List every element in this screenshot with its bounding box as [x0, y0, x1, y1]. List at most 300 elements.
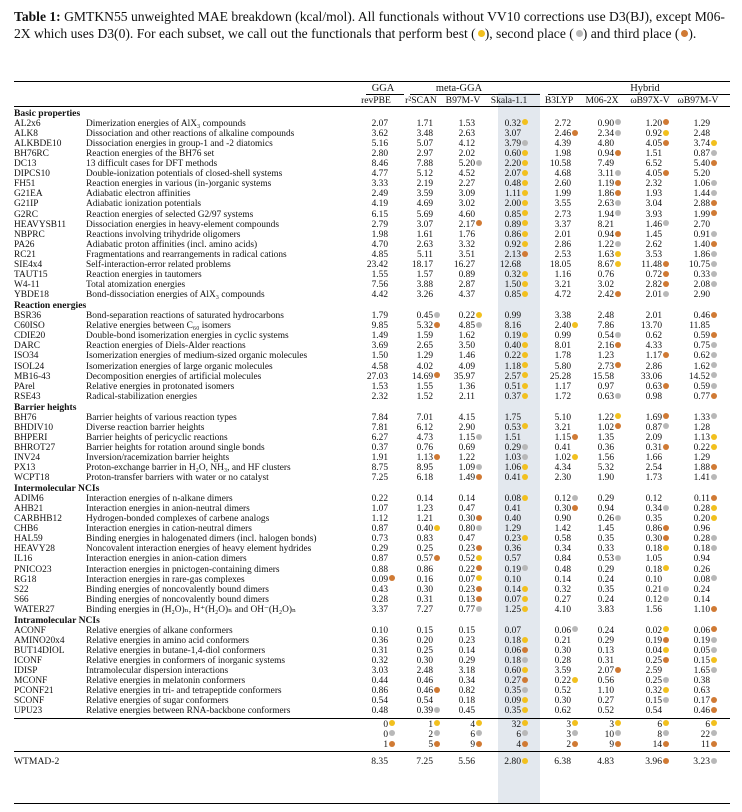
value-cell: [383, 740, 395, 750]
value-text: 0.29: [371, 544, 388, 555]
value-text: 2.08: [693, 280, 710, 291]
value-text: 4.05: [645, 169, 662, 180]
value-cell: [646, 575, 669, 585]
value-cell: [646, 514, 669, 524]
value-cell: [372, 290, 395, 300]
subset-description: Interaction energies in anion-neutral dimers: [86, 503, 250, 514]
subset-description: Interaction energies in anion-cation dimers: [86, 554, 247, 565]
gold-dot-icon: [476, 312, 482, 318]
value-cell: [459, 362, 482, 372]
value-cell: [694, 362, 717, 372]
value-cell: [417, 453, 440, 463]
caption-text: ) and third place (: [582, 26, 680, 41]
gold-dot-icon: [434, 525, 440, 531]
value-text: 0.60: [504, 666, 521, 676]
value-text: 6: [657, 719, 662, 730]
value-text: 0.19: [693, 635, 710, 646]
value-text: 7.25: [371, 473, 388, 484]
value-cell: [505, 565, 528, 575]
table-row: [0, 220, 742, 230]
value-cell: [459, 250, 482, 260]
value-text: 0.08: [693, 574, 710, 585]
value-cell: [417, 585, 440, 595]
value-cell: [417, 290, 440, 300]
gold-dot-icon: [522, 291, 528, 297]
value-cell: [372, 210, 395, 220]
value-text: 6.27: [371, 432, 388, 443]
value-cell: [598, 351, 621, 361]
subset-name: HAL59: [14, 534, 43, 545]
value-text: 3.93: [645, 209, 662, 220]
value-text: 0.14: [504, 584, 521, 595]
value-cell: [646, 686, 669, 696]
value-text: 1.40: [693, 239, 710, 250]
value-cell: [372, 636, 395, 646]
value-text: 1.52: [416, 391, 433, 402]
table-row: [0, 686, 742, 696]
subset-description: Binding energies of noncovalently bound dimers: [86, 584, 269, 595]
value-cell: [555, 686, 578, 696]
subset-name: G2RC: [14, 209, 38, 220]
column-header: Skala-1.1: [490, 95, 528, 106]
table-row: [0, 605, 742, 615]
value-text: 1.76: [458, 229, 475, 240]
value-cell: [505, 626, 528, 636]
value-cell: [417, 230, 440, 240]
value-cell: [598, 494, 621, 504]
value-cell: [417, 362, 440, 372]
value-text: 4.83: [597, 755, 614, 767]
value-text: 2: [428, 729, 433, 740]
subset-description: Binding energies in (H₂O)ₙ, H⁺(H₂O)ₙ and OH⁻(H₂O)ₙ: [86, 604, 297, 615]
value-text: 1.45: [597, 524, 614, 535]
value-text: 5.16: [371, 138, 388, 149]
value-cell: [598, 524, 621, 534]
value-text: 0.37: [504, 391, 521, 402]
value-cell: [470, 730, 482, 740]
value-text: 0.52: [458, 554, 475, 565]
value-text: 5.11: [416, 249, 433, 260]
value-text: 1.98: [371, 229, 388, 240]
value-text: 0.06: [554, 625, 571, 636]
value-cell: [372, 554, 395, 564]
value-text: 0.73: [371, 534, 388, 545]
subset-name: INV24: [14, 452, 41, 463]
value-cell: [646, 494, 669, 504]
value-text: 3.21: [554, 422, 571, 433]
subset-name: BSR36: [14, 311, 42, 321]
value-text: 0.29: [504, 442, 521, 453]
value-cell: [641, 372, 669, 382]
value-cell: [646, 413, 669, 423]
value-cell: [694, 626, 717, 636]
value-cell: [646, 119, 669, 129]
value-cell: [646, 199, 669, 209]
value-text: 0.35: [597, 584, 614, 595]
subset-description: Self-interaction-error related problems: [86, 260, 231, 270]
value-text: 0.72: [645, 270, 662, 281]
silver-dot-icon: [476, 525, 482, 531]
value-cell: [516, 730, 528, 740]
subset-name: PX13: [14, 463, 36, 473]
value-text: 3.83: [597, 604, 614, 615]
value-cell: [417, 423, 440, 433]
silver-dot-icon: [572, 495, 578, 501]
value-cell: [372, 544, 395, 554]
value-cell: [459, 605, 482, 615]
value-text: 1.73: [645, 473, 662, 484]
value-cell: [505, 321, 528, 331]
value-cell: [412, 260, 440, 270]
value-text: 2.20: [504, 159, 521, 169]
subset-name: WATER27: [14, 604, 55, 615]
value-cell: [701, 740, 717, 750]
value-cell: [550, 159, 578, 169]
value-text: 0.87: [645, 422, 662, 433]
value-cell: [459, 341, 482, 351]
value-text: 4.39: [554, 138, 571, 149]
value-text: 1.90: [597, 473, 614, 484]
value-text: 0.14: [693, 594, 710, 605]
gold-dot-icon: [615, 251, 621, 257]
value-cell: [417, 129, 440, 139]
gold-dot-icon: [711, 140, 717, 146]
value-text: 11.48: [641, 260, 662, 270]
table-row: [0, 656, 742, 666]
silver-dot-icon: [711, 372, 717, 378]
subset-description: Reaction energies in tautomers: [86, 270, 202, 281]
value-cell: [646, 473, 669, 483]
value-cell: [417, 139, 440, 149]
value-text: 1.13: [693, 432, 710, 443]
gold-dot-icon: [572, 454, 578, 460]
table-row: [0, 494, 742, 504]
table-row: [0, 554, 742, 564]
value-cell: [555, 423, 578, 433]
value-cell: [555, 595, 578, 605]
subset-description: Bond-dissociation energies of AlX₃ compounds: [86, 290, 265, 301]
value-text: 8: [657, 729, 662, 740]
value-text: 0.33: [597, 544, 614, 555]
bronze-dot-icon: [476, 586, 482, 592]
value-cell: [694, 240, 717, 250]
silver-dot-icon: [615, 119, 621, 125]
value-text: 1.16: [554, 270, 571, 281]
value-text: 32: [511, 719, 521, 730]
value-cell: [646, 504, 669, 514]
table-row: [0, 423, 742, 433]
value-cell: [598, 331, 621, 341]
silver-dot-icon: [711, 383, 717, 389]
subset-name: W4-11: [14, 280, 40, 291]
value-text: 1.61: [416, 229, 433, 240]
value-text: 0.36: [597, 442, 614, 453]
value-cell: [516, 740, 528, 750]
value-text: 2.32: [645, 179, 662, 190]
value-text: 12.68: [499, 260, 521, 270]
value-text: 0.30: [416, 655, 433, 666]
value-text: 0.24: [597, 574, 614, 585]
value-text: 0.60: [504, 148, 521, 159]
value-text: 0.16: [416, 574, 433, 585]
value-text: 0.86: [645, 524, 662, 535]
value-cell: [555, 514, 578, 524]
value-text: 4.37: [458, 290, 475, 301]
value-cell: [417, 199, 440, 209]
gold-dot-icon: [711, 434, 717, 440]
value-cell: [694, 544, 717, 554]
bronze-dot-icon: [434, 555, 440, 561]
value-text: 2.30: [554, 473, 571, 484]
value-cell: [555, 534, 578, 544]
value-cell: [598, 321, 621, 331]
value-cell: [694, 514, 717, 524]
value-text: 0.62: [554, 706, 571, 717]
value-text: 0.29: [597, 635, 614, 646]
value-cell: [372, 240, 395, 250]
value-cell: [505, 382, 528, 392]
value-cell: [555, 129, 578, 139]
value-cell: [417, 504, 440, 514]
value-cell: [694, 706, 717, 716]
gold-dot-icon: [522, 231, 528, 237]
value-cell: [566, 740, 578, 750]
value-text: 3.04: [645, 199, 662, 210]
silver-dot-icon: [711, 637, 717, 643]
value-cell: [459, 696, 482, 706]
value-cell: [555, 280, 578, 290]
value-cell: [459, 413, 482, 423]
value-text: 2.63: [416, 239, 433, 250]
value-text: 0.05: [693, 645, 710, 656]
bronze-dot-icon: [711, 464, 717, 470]
value-text: 3.26: [416, 290, 433, 301]
value-text: 5.12: [416, 169, 433, 180]
value-cell: [505, 605, 528, 615]
bronze-dot-icon: [476, 515, 482, 521]
value-text: 1.55: [416, 381, 433, 392]
value-text: 2.34: [597, 128, 614, 139]
gold-dot-icon: [389, 720, 395, 726]
value-text: 0.32: [504, 270, 521, 281]
value-cell: [598, 119, 621, 129]
subset-name: CDIE20: [14, 331, 46, 342]
table-row: [0, 544, 742, 554]
value-cell: [372, 463, 395, 473]
value-text: 0.85: [504, 290, 521, 301]
table-row: [0, 119, 742, 129]
value-cell: [505, 494, 528, 504]
value-cell: [598, 230, 621, 240]
value-cell: [555, 494, 578, 504]
gold-dot-icon: [522, 241, 528, 247]
value-text: 0.90: [597, 118, 614, 129]
value-text: 2.80: [371, 148, 388, 159]
value-text: 0.30: [554, 696, 571, 707]
value-text: 1.50: [504, 280, 521, 291]
value-text: 0.27: [554, 594, 571, 605]
value-cell: [598, 646, 621, 656]
value-text: 3.62: [371, 128, 388, 139]
subset-description: Decomposition energies of artificial molecules: [86, 371, 262, 382]
value-text: 0.91: [693, 229, 710, 240]
value-cell: [459, 686, 482, 696]
value-text: 1.29: [416, 351, 433, 362]
value-cell: [598, 636, 621, 646]
table-row: [0, 504, 742, 514]
bronze-dot-icon: [615, 150, 621, 156]
value-cell: [505, 706, 528, 716]
value-cell: [459, 270, 482, 280]
value-text: 0.18: [504, 655, 521, 666]
value-text: 5.32: [416, 321, 433, 332]
table-row: [0, 230, 742, 240]
medal-count-row: [0, 720, 742, 730]
value-cell: [417, 210, 440, 220]
value-text: 8.01: [554, 341, 571, 352]
value-cell: [372, 706, 395, 716]
value-text: 0.57: [416, 554, 433, 565]
value-text: 1.28: [693, 422, 710, 433]
value-cell: [372, 433, 395, 443]
bronze-dot-icon: [711, 200, 717, 206]
value-cell: [417, 524, 440, 534]
value-text: 0.23: [504, 534, 521, 545]
value-text: 1.56: [645, 604, 662, 615]
value-cell: [428, 740, 440, 750]
bronze-dot-icon: [663, 444, 669, 450]
value-text: 4: [470, 719, 475, 730]
bronze-dot-icon: [711, 495, 717, 501]
value-cell: [459, 585, 482, 595]
value-cell: [555, 341, 578, 351]
value-cell: [694, 494, 717, 504]
value-text: 1.20: [645, 118, 662, 129]
value-text: 1.07: [371, 503, 388, 514]
bronze-dot-icon: [389, 575, 395, 581]
value-text: 0.85: [504, 209, 521, 220]
gold-dot-icon: [663, 565, 669, 571]
value-cell: [646, 595, 669, 605]
value-cell: [555, 626, 578, 636]
silver-dot-icon: [576, 30, 583, 37]
silver-dot-icon: [522, 140, 528, 146]
value-text: 0.19: [645, 635, 662, 646]
value-text: 0.24: [597, 594, 614, 605]
value-cell: [646, 706, 669, 716]
subset-description: Interaction energies in rare-gas complexes: [86, 574, 245, 585]
value-text: 0.43: [371, 584, 388, 595]
subset-name: RG18: [14, 574, 37, 585]
value-text: 0.21: [645, 584, 662, 595]
subset-description: Binding energies of noncovalently bound dimers: [86, 594, 269, 605]
value-cell: [598, 595, 621, 605]
value-text: 2.27: [458, 179, 475, 190]
value-text: 0.87: [371, 554, 388, 565]
value-cell: [694, 656, 717, 666]
value-cell: [459, 189, 482, 199]
value-cell: [505, 585, 528, 595]
value-text: 1.65: [693, 666, 710, 676]
value-text: 0.26: [597, 514, 614, 524]
value-text: 1.18: [504, 361, 521, 372]
value-cell: [459, 636, 482, 646]
value-text: 0.83: [416, 534, 433, 545]
value-cell: [598, 504, 621, 514]
subset-name: SCONF: [14, 696, 45, 707]
value-cell: [705, 720, 717, 730]
bronze-dot-icon: [522, 677, 528, 683]
value-cell: [646, 139, 669, 149]
value-text: 1.02: [554, 452, 571, 463]
column-header: M06-2X: [585, 95, 619, 106]
subset-description: Reaction energies of Diels-Alder reactions: [86, 341, 246, 352]
value-text: 0.34: [458, 676, 475, 687]
value-cell: [646, 270, 669, 280]
value-cell: [555, 210, 578, 220]
value-cell: [505, 392, 528, 402]
value-cell: [598, 656, 621, 666]
gold-dot-icon: [572, 322, 578, 328]
group-header-meta-gga: meta-GGA: [435, 83, 483, 94]
value-text: 0.36: [371, 635, 388, 646]
value-cell: [598, 575, 621, 585]
value-text: 1.33: [693, 412, 710, 423]
value-cell: [505, 240, 528, 250]
value-cell: [694, 534, 717, 544]
value-cell: [505, 280, 528, 290]
value-text: 0.54: [597, 331, 614, 342]
bronze-dot-icon: [615, 231, 621, 237]
subset-description: Double-bond isomerization energies in cyclic systems: [86, 331, 289, 342]
value-cell: [555, 311, 578, 321]
subset-description: Interaction energies in cation-neutral dimers: [86, 524, 252, 535]
bronze-dot-icon: [522, 741, 528, 747]
subset-description: Bond-separation reactions of saturated hydrocarbons: [86, 311, 284, 321]
value-text: 4.12: [458, 138, 475, 149]
bronze-dot-icon: [663, 261, 669, 267]
silver-dot-icon: [434, 707, 440, 713]
silver-dot-icon: [711, 758, 717, 764]
value-cell: [505, 169, 528, 179]
value-cell: [505, 351, 528, 361]
value-text: 3.03: [371, 666, 388, 676]
value-text: 0.35: [504, 706, 521, 717]
value-cell: [646, 453, 669, 463]
value-cell: [372, 686, 395, 696]
value-text: 1.45: [645, 229, 662, 240]
subset-description: Diverse reaction barrier heights: [86, 422, 205, 433]
value-cell: [609, 720, 621, 730]
silver-dot-icon: [476, 434, 482, 440]
value-text: 1.44: [693, 189, 710, 200]
value-text: 2.80: [504, 755, 521, 767]
subset-name: UPU23: [14, 706, 43, 717]
value-cell: [505, 514, 528, 524]
value-cell: [372, 341, 395, 351]
value-text: 3.53: [645, 249, 662, 260]
table-row: [0, 199, 742, 209]
value-text: 0.96: [693, 524, 710, 535]
value-cell: [417, 311, 440, 321]
value-cell: [417, 686, 440, 696]
value-cell: [555, 524, 578, 534]
gold-dot-icon: [663, 647, 669, 653]
value-cell: [372, 392, 395, 402]
value-text: 0.20: [416, 635, 433, 646]
value-text: 3.07: [504, 128, 521, 139]
value-cell: [417, 463, 440, 473]
